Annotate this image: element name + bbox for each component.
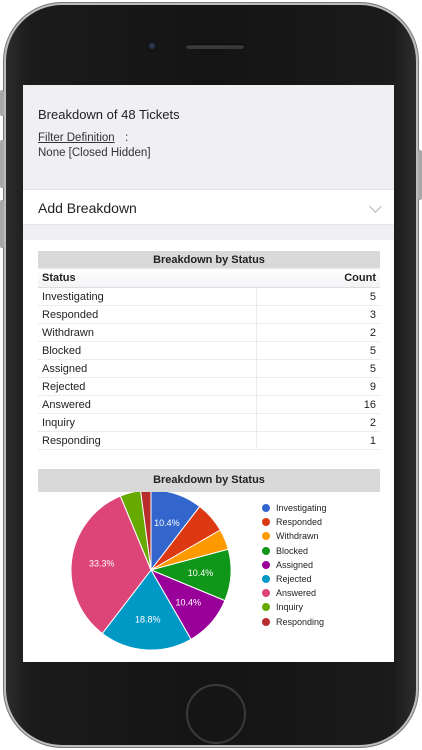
legend-label: Responding — [276, 616, 325, 627]
mute-switch[interactable] — [0, 90, 4, 116]
slice-label-investigating: 10.4% — [154, 518, 180, 528]
legend-item-rejected[interactable] — [262, 572, 327, 586]
chart-title: Breakdown by Status — [38, 469, 380, 492]
breakdown-panel — [23, 240, 394, 662]
table-row — [38, 396, 380, 414]
filter-colon: : — [125, 132, 129, 144]
legend-item-blocked[interactable] — [262, 544, 327, 558]
status-cell: Assigned — [38, 360, 256, 378]
legend-label: Responded — [276, 517, 323, 528]
status-cell: Responded — [38, 306, 256, 324]
pie-chart-card — [38, 469, 380, 657]
table-row — [38, 306, 380, 324]
table-row — [38, 378, 380, 396]
volume-down-button[interactable] — [0, 200, 4, 248]
legend-swatch — [262, 518, 270, 526]
count-cell: 16 — [256, 396, 380, 414]
status-cell: Inquiry — [38, 414, 256, 432]
pie-chart — [38, 492, 258, 657]
legend-item-answered[interactable] — [262, 586, 327, 600]
legend-label: Investigating — [276, 503, 327, 514]
legend-item-inquiry[interactable] — [262, 600, 327, 614]
legend-label: Withdrawn — [276, 531, 319, 542]
legend-label: Blocked — [276, 545, 309, 556]
status-cell: Answered — [38, 396, 256, 414]
table-title: Breakdown by Status — [38, 251, 380, 269]
status-cell: Rejected — [38, 378, 256, 396]
count-cell: 5 — [256, 342, 380, 360]
legend-item-withdrawn[interactable] — [262, 529, 327, 543]
filter-value: None [Closed Hidden] — [38, 147, 151, 159]
power-button[interactable] — [418, 150, 422, 200]
legend-item-investigating[interactable] — [262, 501, 327, 515]
table-row — [38, 324, 380, 342]
legend-swatch — [262, 532, 270, 540]
legend-label: Inquiry — [276, 602, 304, 613]
status-cell: Investigating — [38, 288, 256, 306]
camera-icon — [147, 41, 157, 51]
count-cell: 3 — [256, 306, 380, 324]
add-breakdown-row[interactable] — [23, 189, 394, 225]
status-cell: Withdrawn — [38, 324, 256, 342]
table-row — [38, 360, 380, 378]
speaker-grille — [186, 44, 244, 49]
slice-label-rejected: 18.8% — [135, 614, 161, 625]
count-cell: 2 — [256, 414, 380, 432]
legend-label: Assigned — [276, 559, 314, 570]
add-breakdown-label: Add Breakdown — [38, 200, 137, 216]
legend-label: Answered — [276, 588, 317, 599]
count-cell: 1 — [256, 432, 380, 450]
legend-swatch — [262, 618, 270, 626]
status-cell: Responding — [38, 432, 256, 450]
legend-item-responding[interactable] — [262, 615, 327, 629]
table-row — [38, 288, 380, 306]
count-cell: 5 — [256, 288, 380, 306]
slice-label-answered: 33.3% — [89, 558, 115, 569]
legend-swatch — [262, 589, 270, 597]
volume-up-button[interactable] — [0, 140, 4, 188]
legend-swatch — [262, 504, 270, 512]
legend-label: Rejected — [276, 574, 312, 585]
slice-label-blocked: 10.4% — [187, 568, 214, 579]
home-button[interactable] — [186, 684, 246, 744]
status-cell: Blocked — [38, 342, 256, 360]
column-header-count: Count — [256, 269, 380, 288]
chart-legend — [262, 501, 327, 629]
status-table — [38, 251, 380, 450]
legend-item-responded[interactable] — [262, 515, 327, 529]
chevron-down-icon — [369, 200, 382, 213]
legend-item-assigned[interactable] — [262, 558, 327, 572]
table-row — [38, 432, 380, 450]
legend-swatch — [262, 603, 270, 611]
app-screen — [23, 85, 394, 662]
legend-swatch — [262, 561, 270, 569]
count-cell: 2 — [256, 324, 380, 342]
table-row — [38, 342, 380, 360]
legend-swatch — [262, 575, 270, 583]
report-header — [23, 85, 394, 185]
count-cell: 5 — [256, 360, 380, 378]
filter-definition-link[interactable]: Filter Definition — [38, 132, 115, 144]
legend-swatch — [262, 547, 270, 555]
column-header-status: Status — [38, 269, 256, 288]
table-row — [38, 414, 380, 432]
page-title: Breakdown of 48 Tickets — [38, 107, 180, 122]
count-cell: 9 — [256, 378, 380, 396]
slice-label-assigned: 10.4% — [175, 597, 202, 608]
